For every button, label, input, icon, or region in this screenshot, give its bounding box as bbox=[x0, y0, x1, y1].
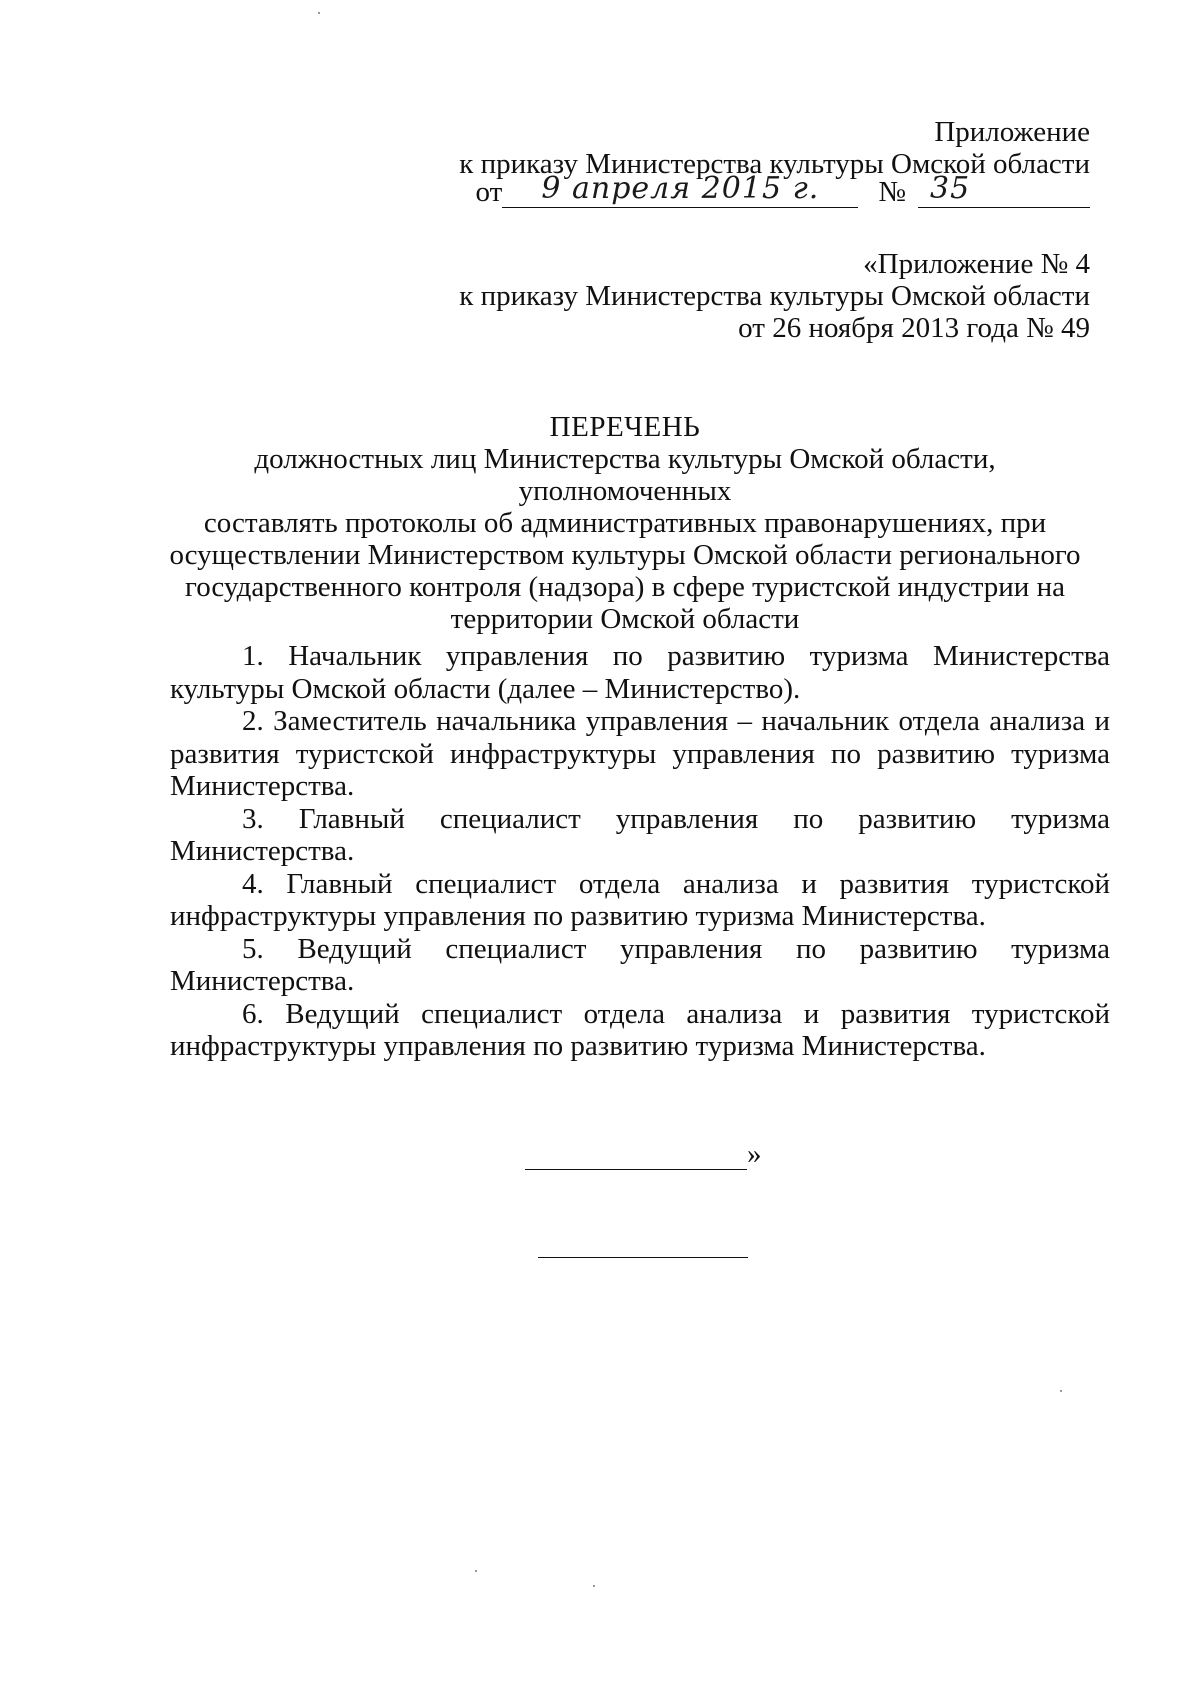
date-field bbox=[502, 171, 858, 208]
list-item: 1. Начальник управления по развитию туризма Министерства культуры Омской области (далее – Министерство). bbox=[170, 640, 1110, 705]
list-subtitle-line: должностных лиц Министерства культуры Омской области, уполномоченных bbox=[254, 443, 996, 507]
handwritten-date: 9 апреля 2015 г. bbox=[541, 171, 820, 206]
appendix-date-number-line bbox=[475, 171, 1090, 208]
amended-appendix-line-1: «Приложение № 4 bbox=[863, 248, 1090, 280]
handwritten-number: 35 bbox=[930, 171, 971, 206]
number-field bbox=[918, 171, 1090, 208]
list-title-block bbox=[160, 411, 1090, 635]
list-subtitle-line: осуществлении Министерством культуры Омской области регионального bbox=[169, 539, 1081, 571]
list-item: 4. Главный специалист отдела анализа и развития туристской инфраструктуры управления по развитию туризма Министерства. bbox=[170, 867, 1110, 932]
list-subtitle-line: составлять протоколы об административных правонарушениях, при bbox=[203, 507, 1047, 539]
list-subtitle-line: территории Омской области bbox=[450, 603, 800, 635]
closing-line bbox=[525, 1138, 762, 1170]
list-item: 3. Главный специалист управления по развитию туризма Министерства. bbox=[170, 802, 1110, 867]
list-item: 5. Ведущий специалист управления по развитию туризма Министерства. bbox=[170, 932, 1110, 997]
list-subtitle-line: государственного контроля (надзора) в сфере туристской индустрии на bbox=[185, 571, 1065, 603]
list-item: 2. Заместитель начальника управления – начальник отдела анализа и развития туристской инфраструктуры управления по развитию туризма Министерства. bbox=[170, 705, 1110, 802]
appendix-order-reference: к приказу Министерства культуры Омской области bbox=[459, 148, 1090, 180]
list-item: 6. Ведущий специалист отдела анализа и развития туристской инфраструктуры управления по развитию туризма Министерства. bbox=[170, 997, 1110, 1062]
from-label: от bbox=[475, 176, 503, 208]
officials-list bbox=[170, 640, 1110, 1063]
amended-appendix-line-2: к приказу Министерства культуры Омской области bbox=[459, 280, 1090, 312]
closing-rule bbox=[525, 1139, 747, 1170]
list-heading: ПЕРЕЧЕНЬ bbox=[549, 411, 701, 443]
separator-line bbox=[538, 1257, 748, 1258]
appendix-title: Приложение bbox=[934, 116, 1090, 148]
amended-appendix-reference bbox=[459, 248, 1090, 344]
amended-appendix-line-3: от 26 ноября 2013 года № 49 bbox=[738, 312, 1090, 344]
closing-quote: » bbox=[747, 1138, 762, 1170]
number-label: № bbox=[878, 176, 906, 208]
